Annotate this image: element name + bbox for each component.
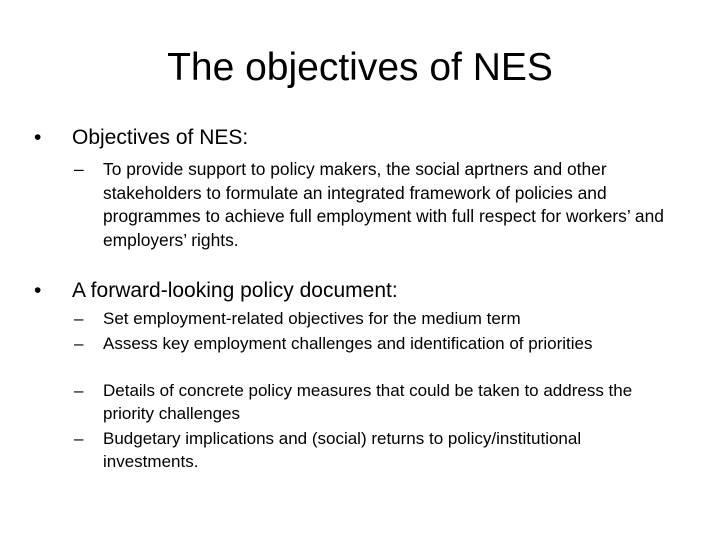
subitem-policy-measures xyxy=(74,380,664,425)
bullet-marker: • xyxy=(34,126,42,149)
dash-marker: – xyxy=(74,159,84,179)
subitem-provide-support xyxy=(74,158,664,252)
dash-marker: – xyxy=(74,334,84,353)
bullet-marker: • xyxy=(34,279,42,302)
dash-marker: – xyxy=(74,429,84,448)
subitem-text: Details of concrete policy measures that could be taken to address the priority challenges xyxy=(103,381,633,423)
subitem-assess-challenges xyxy=(74,333,664,356)
slide-title: The objectives of NES xyxy=(167,46,553,89)
subitem-budgetary-implications xyxy=(74,428,664,473)
dash-marker: – xyxy=(74,381,84,400)
bullet-text: Objectives of NES: xyxy=(72,126,249,149)
subitem-text: Budgetary implications and (social) returns to policy/institutional investments. xyxy=(103,429,582,471)
subitem-text: Assess key employment challenges and identification of priorities xyxy=(103,334,593,353)
bullet-text: A forward-looking policy document: xyxy=(72,279,398,302)
subitem-text: Set employment-related objectives for the medium term xyxy=(103,309,521,328)
subitem-set-objectives xyxy=(74,308,664,331)
dash-marker: – xyxy=(74,309,84,328)
subitem-text: To provide support to policy makers, the social aprtners and other stakeholders to formulate an integrated framework of policies and programmes to achieve full employment with full respect for workers’ and employers’ rights. xyxy=(103,159,664,250)
